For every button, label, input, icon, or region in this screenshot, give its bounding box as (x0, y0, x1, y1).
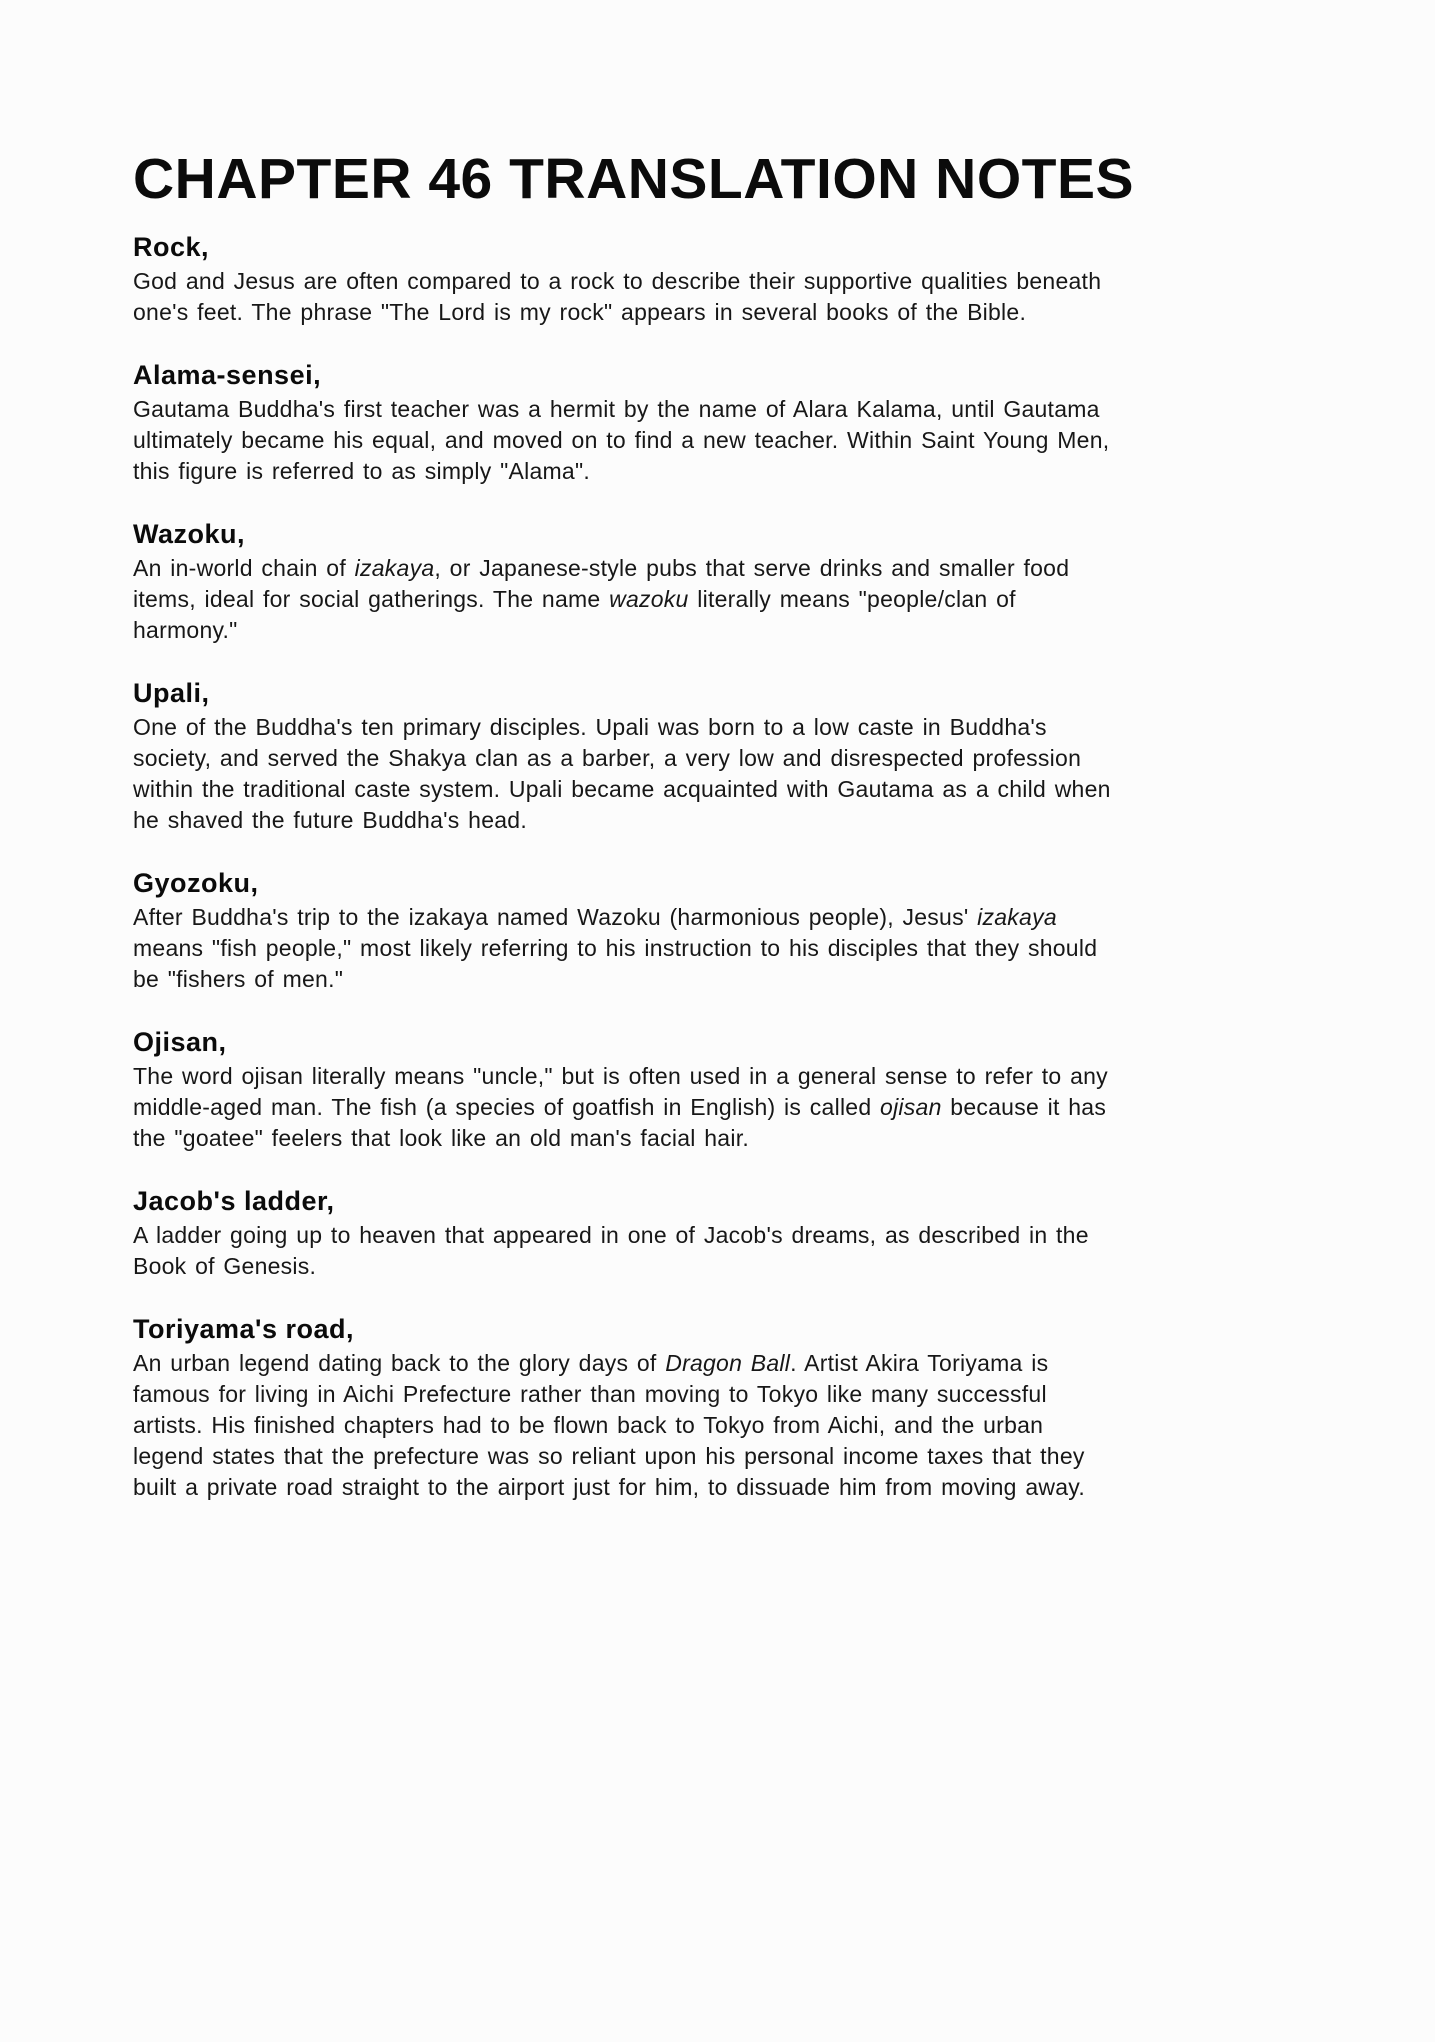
note-body (133, 553, 1307, 646)
note-section (133, 1025, 1307, 1154)
body-line: be "fishers of men." (133, 966, 344, 992)
body-line: famous for living in Aichi Prefecture rather than moving to Tokyo like many successful (133, 1381, 1047, 1407)
body-line: he shaved the future Buddha's head. (133, 807, 527, 833)
body-line: The word ojisan literally means "uncle," but is often used in a general sense to refer to any (133, 1063, 1108, 1089)
body-line: society, and served the Shakya clan as a barber, a very low and disrespected profession (133, 745, 1082, 771)
term-heading: Jacob's ladder, (133, 1186, 335, 1216)
body-line: Book of Genesis. (133, 1253, 317, 1279)
term-heading: Toriyama's road, (133, 1314, 354, 1344)
term-heading: Ojisan, (133, 1027, 227, 1057)
term-heading: Rock, (133, 232, 210, 262)
italic-term: wazoku (609, 586, 689, 612)
note-body (133, 266, 1307, 328)
note-section (133, 230, 1307, 328)
body-line: this figure is referred to as simply "Alama". (133, 458, 591, 484)
term-heading: Upali, (133, 678, 210, 708)
body-line: harmony." (133, 617, 238, 643)
note-section (133, 358, 1307, 487)
body-line: An urban legend dating back to the glory days of Dragon Ball. Artist Akira Toriyama is (133, 1350, 1049, 1376)
italic-term: Dragon Ball (665, 1350, 791, 1376)
body-line: artists. His finished chapters had to be flown back to Tokyo from Aichi, and the urban (133, 1412, 1044, 1438)
note-body (133, 394, 1307, 487)
body-line: one's feet. The phrase "The Lord is my rock" appears in several books of the Bible. (133, 299, 1027, 325)
term-heading: Alama-sensei, (133, 360, 322, 390)
italic-term: ojisan (880, 1094, 942, 1120)
body-line: legend states that the prefecture was so reliant upon his personal income taxes that they (133, 1443, 1085, 1469)
note-body (133, 1348, 1307, 1503)
note-section (133, 1184, 1307, 1282)
body-line: After Buddha's trip to the izakaya named Wazoku (harmonious people), Jesus' izakaya (133, 904, 1057, 930)
term-heading: Wazoku, (133, 519, 246, 549)
body-line: ultimately became his equal, and moved on to find a new teacher. Within Saint Young Men, (133, 427, 1110, 453)
body-line: means "fish people," most likely referring to his instruction to his disciples that they should (133, 935, 1098, 961)
italic-term: izakaya (354, 555, 435, 581)
note-section (133, 866, 1307, 995)
note-body (133, 902, 1307, 995)
body-line: middle-aged man. The fish (a species of goatfish in English) is called ojisan because it has (133, 1094, 1107, 1120)
body-line: built a private road straight to the airport just for him, to dissuade him from moving away. (133, 1474, 1085, 1500)
italic-term: izakaya (977, 904, 1057, 930)
body-line: An in-world chain of izakaya, or Japanese-style pubs that serve drinks and smaller food (133, 555, 1070, 581)
body-line: the "goatee" feelers that look like an old man's facial hair. (133, 1125, 749, 1151)
body-line: within the traditional caste system. Upali became acquainted with Gautama as a child when (133, 776, 1111, 802)
note-section (133, 517, 1307, 646)
note-body (133, 712, 1307, 836)
body-line: Gautama Buddha's first teacher was a hermit by the name of Alara Kalama, until Gautama (133, 396, 1100, 422)
translation-notes-list (133, 230, 1307, 1503)
body-line: One of the Buddha's ten primary disciples. Upali was born to a low caste in Buddha's (133, 714, 1047, 740)
note-body (133, 1061, 1307, 1154)
body-line: God and Jesus are often compared to a rock to describe their supportive qualities beneath (133, 268, 1102, 294)
note-section (133, 676, 1307, 836)
term-heading: Gyozoku, (133, 868, 259, 898)
note-section (133, 1312, 1307, 1503)
body-line: A ladder going up to heaven that appeared in one of Jacob's dreams, as described in the (133, 1222, 1089, 1248)
body-line: items, ideal for social gatherings. The name wazoku literally means "people/clan of (133, 586, 1016, 612)
page-title: CHAPTER 46 TRANSLATION NOTES (133, 147, 1135, 211)
note-body (133, 1220, 1307, 1282)
